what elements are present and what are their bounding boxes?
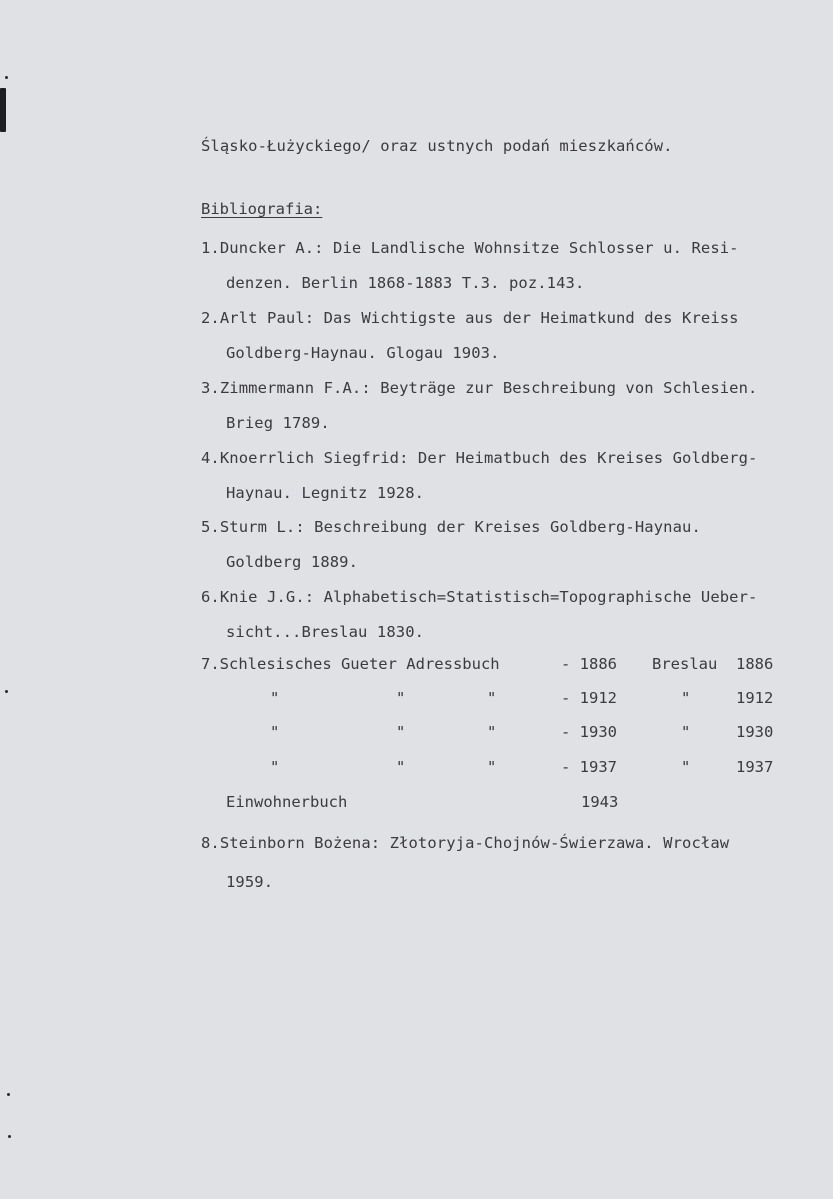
entry-7-row-1-place: Breslau [652, 655, 718, 673]
intro-line: Śląsko-Łużyckiego/ oraz ustnych podań mieszkańców. [201, 137, 673, 155]
entry-7-row-2-year: 1912 [736, 689, 774, 707]
entry-7-row-3-place: " [681, 723, 691, 741]
scan-edge-mark [0, 88, 6, 132]
entry-7-row-2-ditto: " [270, 689, 280, 707]
entry-8-line-1: 8.Steinborn Bożena: Złotoryja-Chojnów-Świerzawa. Wrocław [201, 834, 730, 852]
scan-dot [8, 1135, 11, 1138]
entry-7-row-4-year: 1937 [736, 758, 774, 776]
entry-6-line-2: sicht...Breslau 1830. [226, 623, 425, 641]
entry-3-line-1: 3.Zimmermann F.A.: Beyträge zur Beschreibung von Schlesien. [201, 379, 758, 397]
entry-7-row-4-edition: - 1937 [561, 758, 617, 776]
entry-7-row-2-ditto: " [396, 689, 406, 707]
entry-7-extra-year: 1943 [581, 793, 619, 811]
entry-7-row-4-ditto: " [396, 758, 406, 776]
entry-7-row-3-year: 1930 [736, 723, 774, 741]
entry-7-row-3-ditto: " [487, 723, 497, 741]
entry-7-extra-label: Einwohnerbuch [226, 793, 348, 811]
entry-3-line-2: Brieg 1789. [226, 414, 330, 432]
entry-1-line-2: denzen. Berlin 1868-1883 T.3. poz.143. [226, 274, 585, 292]
entry-2-line-1: 2.Arlt Paul: Das Wichtigste aus der Heimatkund des Kreiss [201, 309, 739, 327]
entry-7-row-4-place: " [681, 758, 691, 776]
entry-7-title: 7.Schlesisches Gueter Adressbuch [201, 655, 500, 673]
entry-5-line-2: Goldberg 1889. [226, 553, 359, 571]
entry-7-row-3-ditto: " [270, 723, 280, 741]
entry-8-line-2: 1959. [226, 873, 274, 891]
entry-7-row-4-ditto: " [487, 758, 497, 776]
entry-7-row-2-place: " [681, 689, 691, 707]
entry-6-line-1: 6.Knie J.G.: Alphabetisch=Statistisch=Topographische Ueber- [201, 588, 758, 606]
entry-7-row-3-edition: - 1930 [561, 723, 617, 741]
entry-7-row-1-edition: - 1886 [561, 655, 617, 673]
entry-4-line-2: Haynau. Legnitz 1928. [226, 484, 425, 502]
entry-7-row-2-edition: - 1912 [561, 689, 617, 707]
bibliography-heading: Bibliografia: [201, 200, 323, 218]
entry-1-line-1: 1.Duncker A.: Die Landlische Wohnsitze Schlosser u. Resi- [201, 239, 739, 257]
entry-7-row-1-year: 1886 [736, 655, 774, 673]
scan-dot [7, 1093, 10, 1096]
entry-7-row-4-ditto: " [270, 758, 280, 776]
entry-7-row-3-ditto: " [396, 723, 406, 741]
entry-2-line-2: Goldberg-Haynau. Glogau 1903. [226, 344, 500, 362]
entry-7-row-2-ditto: " [487, 689, 497, 707]
entry-4-line-1: 4.Knoerrlich Siegfrid: Der Heimatbuch des Kreises Goldberg- [201, 449, 758, 467]
entry-5-line-1: 5.Sturm L.: Beschreibung der Kreises Goldberg-Haynau. [201, 518, 701, 536]
scan-dot [5, 690, 8, 693]
scan-dot [5, 76, 8, 79]
